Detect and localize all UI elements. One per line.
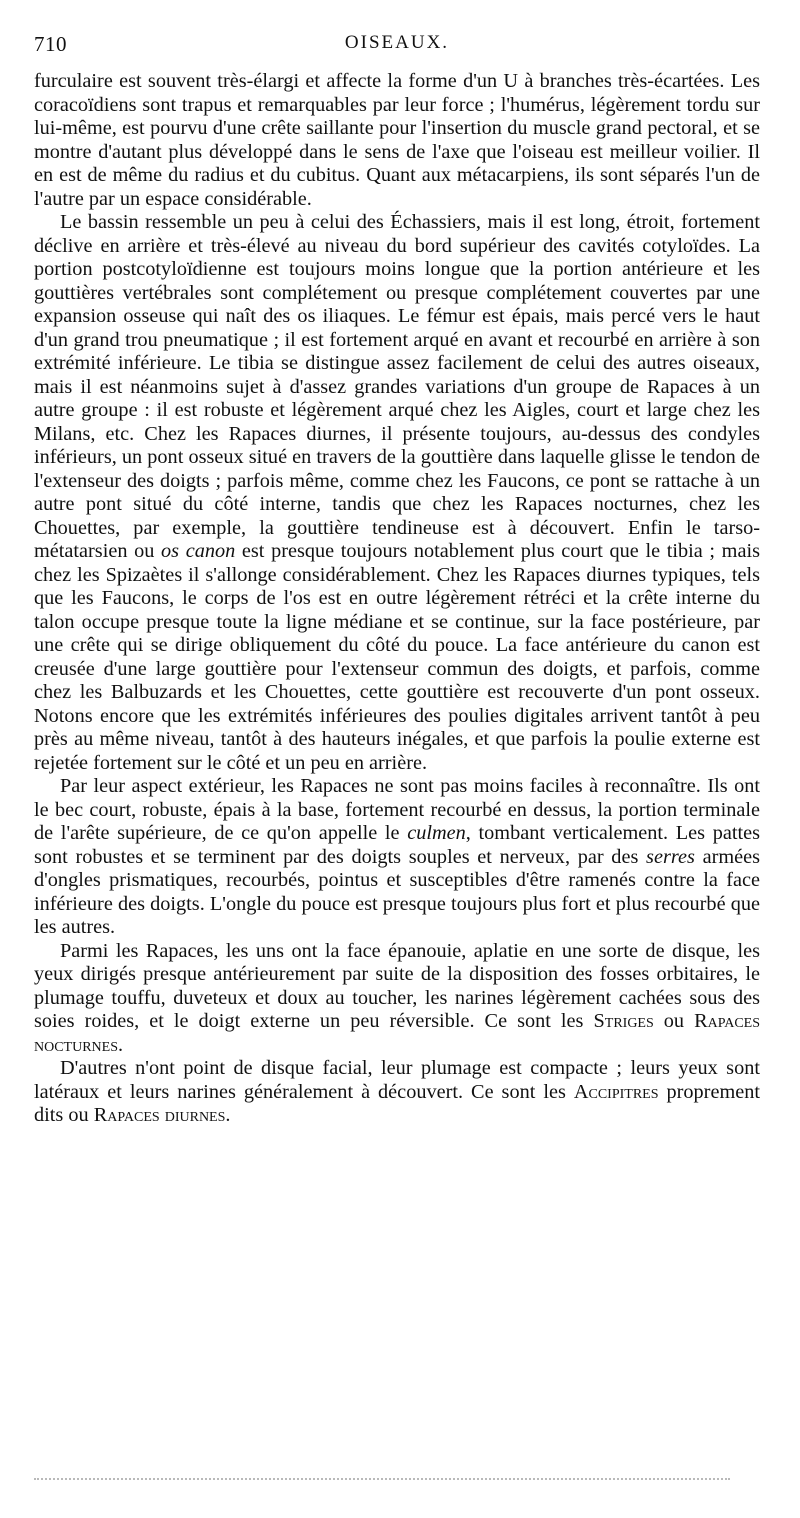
- text-run: armées d'ongles prismatiques, recourbés, pointus et susceptibles d'être ramenés contre la face inférieure des doigts. L'ongle du pouce est presque toujours plus fort et plus recourbé que les autres.: [34, 845, 760, 938]
- paragraph: [34, 1057, 760, 1128]
- text-run: .: [118, 1033, 124, 1056]
- small-caps-term: Rapaces nocturnes: [34, 1010, 761, 1056]
- small-caps-term: Striges: [593, 1010, 654, 1032]
- text-run: ou: [653, 1010, 695, 1032]
- page-number: 710: [34, 32, 67, 56]
- text-run: .: [225, 1104, 231, 1126]
- small-caps-term: Accipitres: [573, 1080, 659, 1103]
- page-header: [34, 30, 760, 70]
- italic-term: serres: [646, 845, 695, 868]
- body-text: [34, 70, 760, 1128]
- paragraph: [34, 775, 760, 940]
- text-run: Parmi les Rapaces, les uns ont la face épanouie, aplatie en une sorte de disque, les yeux dirigés presque antérieurement par suite de la disposition des fosses orbitaires, le plumage touffu, duveteux et doux au toucher, les narines légèrement cachées sous des soies roides, et le doigt externe un peu réversible. Ce sont les: [34, 939, 760, 1032]
- footer-dotted-rule: [34, 1478, 730, 1480]
- paragraph: [34, 940, 760, 1058]
- text-run: Le bassin ressemble un peu à celui des Échassiers, mais il est long, étroit, fortement déclive en arrière et très-élevé au niveau du bord supérieur des cavités cotyloïdes. La portion postcotyloïdienne est toujours moins longue que la portion antérieure et les gouttières vertébrales sont complétement ou presque complétement couvertes par une expansion osseuse qui naît des os iliaques. Le fémur est épais, mais percé vers le haut d'un grand trou pneumatique ; il est fortement arqué en avant et recourbé en arrière à son extrémité inférieure. Le tibia se distingue assez facilement de celui des autres oiseaux, mais il est néanmoins sujet à d'assez grandes variations d'un groupe de Rapaces à un autre groupe : il est robuste et légèrement arqué chez les Aigles, court et large chez les Milans, etc. Chez les Rapaces diurnes, il présente toujours, au-dessus des condyles inférieurs, un pont osseux situé en travers de la gouttière dans laquelle glisse le tendon de l'extenseur des doigts ; parfois même, comme chez les Faucons, ce pont se rattache à un autre pont situé du côté interne, tandis que chez les Rapaces nocturnes, chez les Chouettes, par exemple, la gouttière tendineuse est à découvert. Enfin le tarso-métatarsien ou: [34, 211, 760, 562]
- text-run: , tombant verticalement. Les pattes sont robustes et se terminent par des doigts souples et nerveux, par des: [34, 822, 760, 868]
- text-run: D'autres n'ont point de disque facial, leur plumage est compacte ; leurs yeux sont latéraux et leurs narines généralement à découvert. Ce sont les: [34, 1057, 760, 1103]
- paragraph: [34, 211, 760, 775]
- running-title: OISEAUX.: [344, 32, 450, 53]
- text-run: furculaire est souvent très-élargi et affecte la forme d'un U à branches très-écartées. Les coracoïdiens sont trapus et remarquables par leur force ; l'humérus, légèrement tordu sur lui-même, est pourvu d'une crête saillante pour l'insertion du muscle grand pectoral, et se montre d'autant plus développé dans le sens de l'axe que l'oiseau est meilleur voilier. Il en est de même du radius et du cubitus. Quant aux métacarpiens, ils sont séparés l'un de l'autre par un espace considérable.: [34, 70, 760, 210]
- text-run: est presque toujours notablement plus court que le tibia ; mais chez les Spizaètes il s'allonge considérablement. Chez les Rapaces diurnes typiques, tels que les Faucons, le corps de l'os est en outre légèrement rétréci et la crête interne du talon occupe presque toute la ligne médiane et se continue, sur la face postérieure, par une crête qui se dirige obliquement du côté du pouce. La face antérieure du canon est creusée d'une large gouttière pour l'extenseur commun des doigts, et parfois, comme chez les Balbuzards et les Chouettes, cette gouttière est recouverte d'un pont osseux. Notons encore que les extrémités inférieures des poulies digitales arrivent tantôt à peu près au même niveau, tantôt à des hauteurs inégales, et que parfois la poulie externe est rejetée fortement sur le côté et un peu en arrière.: [34, 540, 760, 774]
- small-caps-term: Rapaces diurnes: [93, 1104, 226, 1126]
- text-run: Par leur aspect extérieur, les Rapaces ne sont pas moins faciles à reconnaître. Ils ont le bec court, robuste, épais à la base, fortement recourbé en dessus, la portion terminale de l'arête supérieure, de ce qu'on appelle le: [34, 775, 760, 844]
- italic-term: os canon: [161, 540, 236, 562]
- italic-term: culmen: [407, 822, 466, 844]
- text-run: proprement dits ou: [34, 1080, 760, 1126]
- paragraph: [34, 70, 760, 211]
